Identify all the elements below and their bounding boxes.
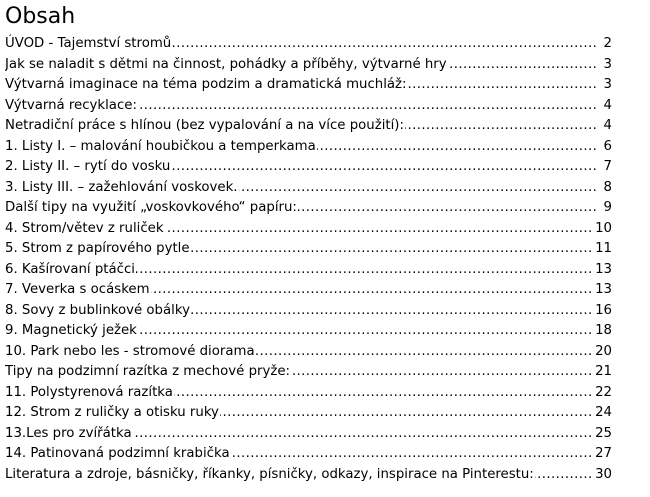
toc-entry-page: 3	[603, 55, 612, 76]
toc-entry-title: Další tipy na využití „voskovkového“ papíru:	[5, 200, 297, 215]
toc-entry-page: 8	[603, 178, 612, 199]
toc-entry-imaginace[interactable]	[5, 75, 612, 96]
toc-entry-title: 13.Les pro zvířátka	[5, 425, 132, 441]
toc-entry-page: 16	[594, 301, 612, 322]
toc-entry-literatura[interactable]	[5, 465, 612, 486]
toc-entry-page: 11	[594, 239, 612, 260]
toc-entry-page: 13	[594, 280, 612, 301]
toc-entry-page: 22	[594, 383, 612, 404]
toc-entry-page: 3	[603, 75, 612, 96]
toc-entry-page: 21	[594, 362, 612, 383]
toc-entry-page: 7	[603, 157, 612, 178]
toc-entry-title: ÚVOD - Tajemství stromů	[5, 36, 172, 51]
toc-entry-title: 9. Magnetický ježek	[5, 323, 137, 338]
toc-entry-page: 18	[594, 321, 612, 342]
toc-entry-strom-rulicky[interactable]	[5, 219, 612, 240]
toc-entry-title: 5. Strom z papírového pytle	[5, 241, 190, 256]
toc-entry-page: 10	[594, 219, 612, 240]
toc-entry-title: 14. Patinovaná podzimní krabička	[5, 446, 230, 461]
toc-entry-page: 25	[594, 424, 612, 445]
toc-entry-hlina[interactable]	[5, 116, 612, 137]
toc-entry-title: Výtvarná imaginace na téma podzim a dramatická muchláž:	[5, 77, 407, 92]
toc-entry-page: 9	[603, 198, 612, 219]
toc-entry-strom-pytel[interactable]	[5, 239, 612, 260]
toc-entry-page: 20	[594, 342, 612, 363]
toc-entry-title: 10. Park nebo les - stromové diorama	[5, 343, 255, 359]
toc-entry-title: 12. Strom z ruličky a otisku ruky	[5, 405, 219, 420]
toc-entry-jezek[interactable]	[5, 321, 612, 342]
toc-entry-strom-ruka[interactable]	[5, 403, 612, 424]
toc-entry-page: 30	[594, 465, 612, 486]
toc-entry-veverka[interactable]	[5, 280, 612, 301]
toc-entry-title: 2. Listy II. – rytí do vosku	[5, 159, 171, 174]
toc-entry-page: 24	[594, 403, 612, 424]
toc-entry-naladit[interactable]	[5, 55, 612, 76]
toc-entry-diorama[interactable]	[5, 342, 612, 363]
toc-entry-les-zviratka[interactable]	[5, 424, 612, 445]
toc-entry-title: 1. Listy I. – malování houbičkou a temperkama	[5, 138, 316, 154]
toc-entry-title: 7. Veverka s ocáskem	[5, 282, 150, 297]
toc-entry-page: 4	[603, 96, 612, 117]
toc-entry-voskovkovy-papir[interactable]	[5, 198, 612, 219]
toc-entry-page: 27	[594, 444, 612, 465]
toc-entry-title: Výtvarná recyklace:	[5, 97, 137, 113]
toc-entry-polystyrenova-razitka[interactable]	[5, 383, 612, 404]
toc-entry-title: 6. Kašírovaní ptáčci	[5, 261, 135, 277]
toc-entry-razitka-tipy[interactable]	[5, 362, 612, 383]
toc-entry-page: 4	[603, 116, 612, 137]
toc-entry-page: 6	[603, 137, 612, 158]
toc-entry-title: 8. Sovy z bublinkové obálky	[5, 302, 190, 318]
toc-entry-page: 13	[594, 260, 612, 281]
toc-entry-title: Literatura a zdroje, básničky, říkanky, písničky, odkazy, inspirace na Pinterestu:	[5, 466, 534, 482]
toc-entry-uvod[interactable]	[5, 34, 612, 55]
toc-entry-listy-1[interactable]	[5, 137, 612, 158]
toc-entry-krabicka[interactable]	[5, 444, 612, 465]
toc-entry-sovy[interactable]	[5, 301, 612, 322]
toc-entry-title: 11. Polystyrenová razítka	[5, 384, 173, 400]
table-of-contents	[5, 34, 612, 485]
page-title: Obsah	[5, 4, 76, 29]
toc-entry-page: 2	[603, 34, 612, 55]
toc-entry-listy-3[interactable]	[5, 178, 612, 199]
toc-entry-title: Netradiční práce s hlínou (bez vypalování a na více použití):	[5, 118, 404, 133]
toc-entry-title: 4. Strom/větev z ruliček	[5, 220, 164, 236]
toc-entry-title: Jak se naladit s dětmi na činnost, pohádky a příběhy, výtvarné hry	[5, 56, 447, 72]
toc-entry-title: 3. Listy III. – zažehlování voskovek.	[5, 179, 238, 195]
toc-entry-title: Tipy na podzimní razítka z mechové pryže:	[5, 364, 290, 379]
toc-entry-listy-2[interactable]	[5, 157, 612, 178]
toc-entry-recyklace[interactable]	[5, 96, 612, 117]
toc-entry-kasirovani-ptacci[interactable]	[5, 260, 612, 281]
